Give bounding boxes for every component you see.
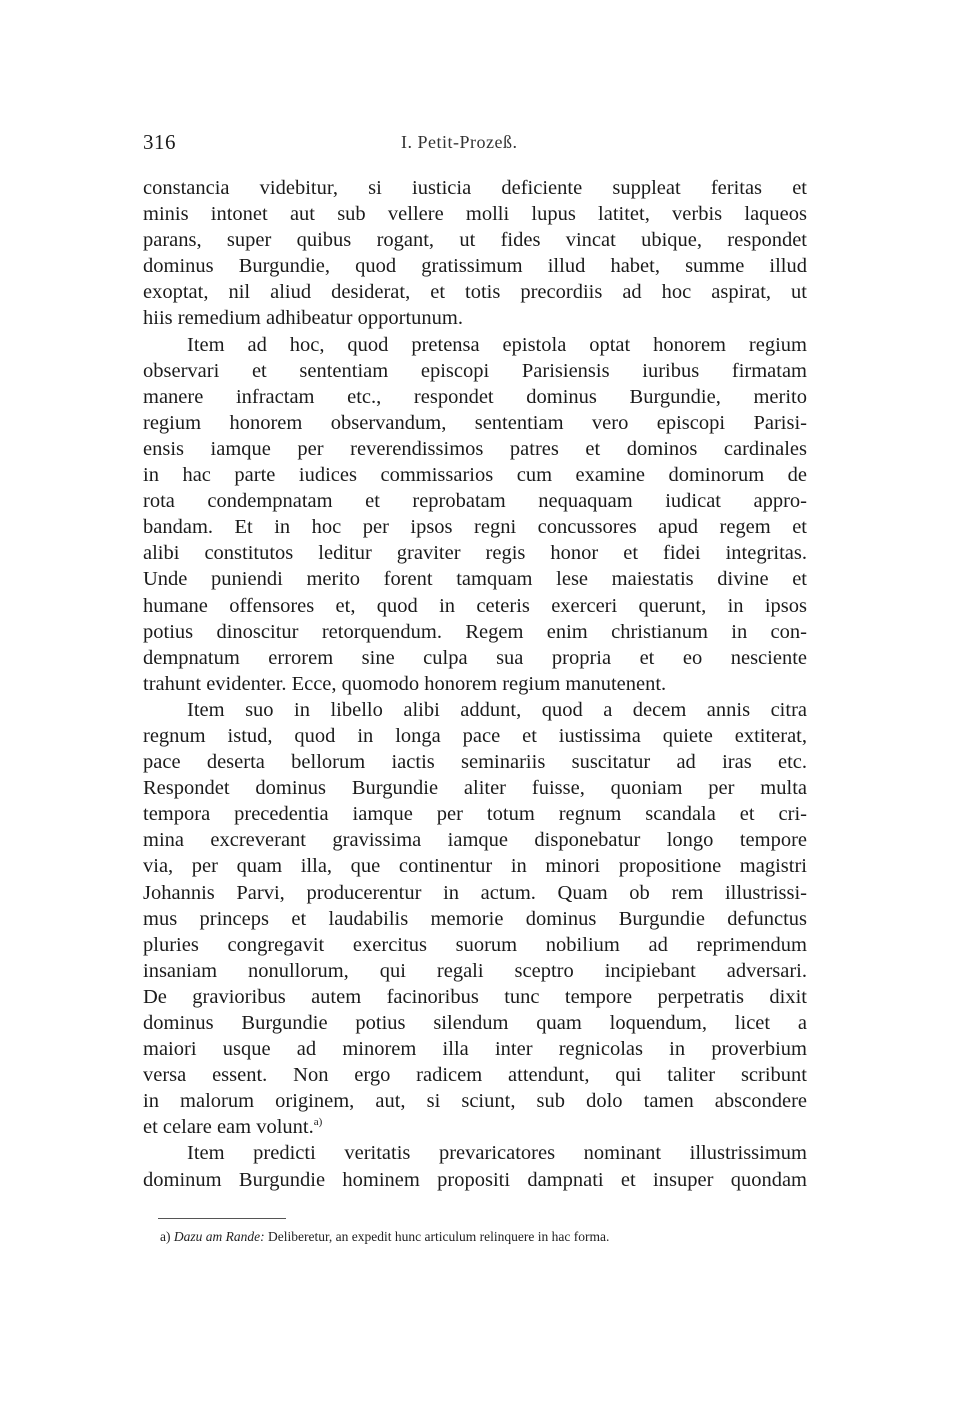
text-line: Johannis Parvi, producerentur in actum. Quam ob rem illustrissi- — [143, 881, 807, 904]
text-line: in malorum originem, aut, si sciunt, sub dolo tamen abscondere — [143, 1090, 807, 1113]
text-line: alibi constitutos leditur graviter regis honor et fidei integritas. — [143, 542, 807, 565]
text-line: insaniam nonullorum, qui regali sceptro incipiebant adversari. — [143, 959, 807, 982]
main-text — [143, 175, 807, 1193]
text-line: dempnatum errorem sine culpa sua propria et eo nesciente — [143, 646, 807, 669]
text-line: hiis remedium adhibeatur opportunum. — [143, 307, 463, 330]
paragraph-start-line: Item ad hoc, quod pretensa epistola optat honorem regium — [187, 333, 807, 356]
footnote-text: Deliberetur, an expedit hunc articulum relinquere in hac forma. — [268, 1229, 610, 1244]
text-line: in hac parte iudices commissarios cum examine dominorum de — [143, 464, 807, 487]
text-line: minis intonet aut sub vellere molli lupus latitet, verbis laqueos — [143, 203, 807, 226]
footnote — [160, 1227, 808, 1247]
footnote-marker: a) — [160, 1229, 171, 1244]
text-line-with-footnote-call — [143, 1114, 807, 1140]
text-line: Unde puniendi merito forent tamquam lese maiestatis divine et — [143, 568, 807, 591]
text-line: parans, super quibus rogant, ut fides vincat ubique, respondet — [143, 229, 807, 252]
text-line: trahunt evidenter. Ecce, quomodo honorem regium manutenent. — [143, 672, 667, 695]
text-line: De gravioribus autem facinoribus tunc tempore perpetratis dixit — [143, 985, 807, 1008]
text-line: versa essent. Non ergo radicem attendunt, qui taliter scribunt — [143, 1064, 807, 1087]
text-line: manere infractam etc., respondet dominus Burgundie, merito — [143, 385, 807, 408]
text-line: exoptat, nil aliud desiderat, et totis precordiis ad hoc aspirat, ut — [143, 281, 807, 304]
footnote-lead: Dazu am Rande: — [173, 1229, 265, 1244]
text-line: mina excreverant gravissima iamque disponebatur longo tempore — [143, 829, 807, 852]
text-line: humane offensores et, quod in ceteris exerceri querunt, in ipsos — [143, 594, 807, 617]
text-line: Respondet dominus Burgundie aliter fuisse, quoniam per multa — [143, 777, 807, 800]
paragraph-start-line: Item suo in libello alibi addunt, quod a decem annis citra — [187, 698, 807, 721]
text-line: maiori usque ad minorem illa inter regnicolas in proverbium — [143, 1038, 807, 1061]
text-line: dominus Burgundie, quod gratissimum illud habet, summe illud — [143, 255, 807, 278]
text-line: pluries congregavit exercitus suorum nobilium ad reprimendum — [143, 933, 807, 956]
text-line: rota condempnatam et reprobatam nequaquam iudicat appro- — [143, 490, 807, 513]
text-line: ensis iamque per reverendissimos patres et dominos cardinales — [143, 437, 807, 460]
text-line: pace deserta bellorum iactis seminariis suscitatur ad iras etc. — [143, 751, 807, 774]
footnote-divider — [158, 1218, 286, 1219]
footnote-call: a) — [313, 1116, 323, 1129]
paragraph-start-line: Item predicti veritatis prevaricatores nominant illustrissimum — [187, 1142, 807, 1165]
text-line: constancia videbitur, si iusticia deficiente suppleat feritas et — [143, 177, 807, 199]
page-number: 316 — [143, 130, 176, 154]
text-line: via, per quam illa, que continentur in minori propositione magistri — [143, 855, 807, 878]
text-line: mus princeps et laudabilis memorie dominus Burgundie defunctus — [143, 907, 807, 930]
text-line: bandam. Et in hoc per ipsos regni concussores apud regem et — [143, 516, 807, 539]
text-line: regnum istud, quod in longa pace et iustissima quiete extiterat, — [143, 724, 807, 747]
text-line: regium honorem observandum, sententiam vero episcopi Parisi- — [143, 411, 807, 434]
text-line: et celare eam volunt. — [143, 1116, 314, 1139]
text-line: potius dinoscitur retorquendum. Regem enim christianum in con- — [143, 620, 807, 643]
text-line: dominus Burgundie potius silendum quam loquendum, licet a — [143, 1012, 807, 1034]
running-head: I. Petit-Prozeß. — [401, 132, 518, 152]
text-line: tempora precedentia iamque per totum regnum scandala et cri- — [143, 803, 807, 826]
page-header — [143, 130, 807, 160]
text-line: observari et sententiam episcopi Parisiensis iuribus firmatam — [143, 359, 807, 382]
text-line: dominum Burgundie hominem propositi dampnati et insuper quondam — [143, 1168, 807, 1191]
